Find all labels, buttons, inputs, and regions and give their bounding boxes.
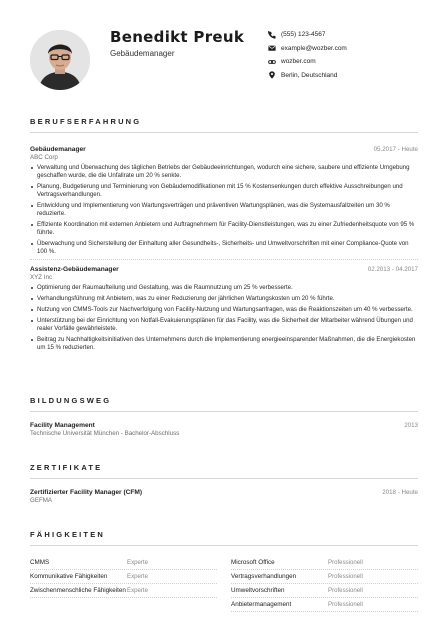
list-item: Unterstützung bei der Einrichtung von Notfall-Evakuierungsplänen für das Facility, was die Sicherheit der Mitarbeiter während Übungen und realer Vorfälle gewährleistete. bbox=[30, 317, 418, 333]
certificate-name: Zertifizierter Facility Manager (CFM) bbox=[30, 489, 143, 496]
skill-row bbox=[231, 598, 418, 612]
contact-website bbox=[268, 55, 347, 69]
skill-level: Experte bbox=[127, 559, 149, 566]
avatar bbox=[30, 30, 90, 90]
skill-level: Experte bbox=[127, 587, 149, 594]
skill-level: Professionell bbox=[328, 587, 363, 594]
skill-row bbox=[231, 584, 418, 598]
education-entry bbox=[30, 422, 418, 437]
section-title-certificates: ZERTIFIKATE bbox=[30, 463, 418, 479]
contact-location bbox=[268, 69, 347, 83]
skills-grid bbox=[30, 556, 418, 612]
list-item: Verhandlungsführung mit Anbietern, was zu einer Reduzierung der jährlichen Wartungskosten um 20 % führte. bbox=[30, 295, 418, 303]
skill-level: Experte bbox=[127, 573, 149, 580]
section-title-experience: BERUFSERFAHRUNG bbox=[30, 117, 418, 133]
skill-name: Umweltvorschriften bbox=[231, 586, 285, 594]
skill-row bbox=[30, 556, 217, 570]
skill-row bbox=[231, 570, 418, 584]
divider bbox=[30, 259, 418, 260]
skill-name: Anbietermanagement bbox=[231, 600, 292, 608]
email-icon bbox=[268, 44, 276, 52]
education-section bbox=[30, 396, 418, 437]
skills-column-left bbox=[30, 556, 217, 612]
job-date: 05.2017 - Heute bbox=[373, 146, 418, 153]
list-item: Überwachung und Sicherstellung der Einhaltung aller Gesundheits-, Sicherheits- und Umweltvorschriften mit einer Compliance-Quote von 100 %. bbox=[30, 240, 418, 256]
skills-column-right bbox=[231, 556, 418, 612]
company-name: XYZ Inc bbox=[30, 274, 53, 282]
job-title: Assistenz-Gebäudemanager bbox=[30, 266, 119, 274]
skill-row bbox=[231, 556, 418, 570]
company-name: ABC Corp bbox=[30, 154, 58, 161]
list-item: Optimierung der Raumaufteilung und Gestaltung, was die Raumnutzung um 25 % verbesserte. bbox=[30, 284, 418, 292]
certificate-issuer: GEFMA bbox=[30, 497, 53, 504]
skill-level: Professionell bbox=[328, 601, 363, 608]
skill-name: Kommunikative Fähigkeiten bbox=[30, 572, 108, 580]
certificate-date: 2018 - Heute bbox=[382, 489, 418, 496]
certificates-section bbox=[30, 463, 418, 504]
phone-text[interactable]: (555) 123-4567 bbox=[281, 31, 326, 39]
education-year: 2013 bbox=[404, 422, 418, 429]
email-text[interactable]: example@wozber.com bbox=[281, 44, 347, 52]
phone-icon bbox=[268, 31, 276, 39]
job-entry bbox=[30, 146, 418, 260]
contact-phone bbox=[268, 28, 347, 42]
skills-section bbox=[30, 530, 418, 612]
school-name: Technische Universität München - Bachelor-Abschluss bbox=[30, 430, 180, 437]
person-name: Benedikt Preuk bbox=[110, 28, 245, 46]
skill-row bbox=[30, 570, 217, 584]
link-icon bbox=[268, 58, 276, 66]
list-item: Planung, Budgetierung und Terminierung von Gebäudemodifikationen mit 15 % Kostensenkungen durch effektive Ausschreibungen und Vertragsverhandlungen. bbox=[30, 183, 418, 199]
degree-name: Facility Management bbox=[30, 422, 95, 429]
list-item: Beitrag zu Nachhaltigkeitsinitiativen des Unternehmens durch die Implementierung energieeinsparender Maßnahmen, die die Energiekosten um 15 % reduzierten. bbox=[30, 336, 418, 352]
skill-name: CMMS bbox=[30, 558, 50, 566]
contact-list bbox=[268, 28, 347, 82]
list-item: Verwaltung und Überwachung des täglichen Betriebs der Gebäudeeinrichtungen, wodurch eine sichere, saubere und effiziente Umgebung geschaffen wurde, die die Unfallrate um 20 % senkte. bbox=[30, 164, 418, 180]
skill-level: Professionell bbox=[328, 573, 363, 580]
contact-email bbox=[268, 42, 347, 56]
skill-name: Vertragsverhandlungen bbox=[231, 572, 297, 580]
website-text[interactable]: wozber.com bbox=[281, 58, 316, 66]
resume-header bbox=[0, 0, 448, 108]
skill-name: Zwischenmenschliche Fähigkeiten bbox=[30, 586, 126, 594]
job-bullets bbox=[30, 164, 418, 256]
list-item: Entwicklung und Implementierung von Wartungsverträgen und präventiven Wartungsplänen, was die Systemausfallzeiten um 30 % reduzierte. bbox=[30, 202, 418, 218]
skill-name: Microsoft Office bbox=[231, 558, 275, 566]
section-title-skills: FÄHIGKEITEN bbox=[30, 530, 418, 546]
experience-section bbox=[30, 117, 418, 355]
skill-level: Professionell bbox=[328, 559, 363, 566]
job-title: Gebäudemanager bbox=[30, 146, 86, 153]
skill-row bbox=[30, 584, 217, 598]
list-item: Nutzung von CMMS-Tools zur Nachverfolgung von Facility-Nutzung und Wartungsanfragen, was die Reaktionszeiten um 40 % verbesserte. bbox=[30, 306, 418, 314]
job-title: Gebäudemanager bbox=[110, 49, 175, 58]
section-title-education: BILDUNGSWEG bbox=[30, 396, 418, 412]
certificate-entry bbox=[30, 489, 418, 504]
location-icon bbox=[268, 71, 276, 79]
job-date: 02.2013 - 04.2017 bbox=[367, 266, 418, 274]
location-text: Berlin, Deutschland bbox=[281, 71, 338, 79]
job-entry bbox=[30, 266, 418, 352]
list-item: Effiziente Koordination mit externen Anbietern und Auftragnehmern für Facility-Dienstleistungen, was zu einer Zufriedenheitsquote von 95 % führte. bbox=[30, 221, 418, 237]
job-bullets bbox=[30, 284, 418, 352]
